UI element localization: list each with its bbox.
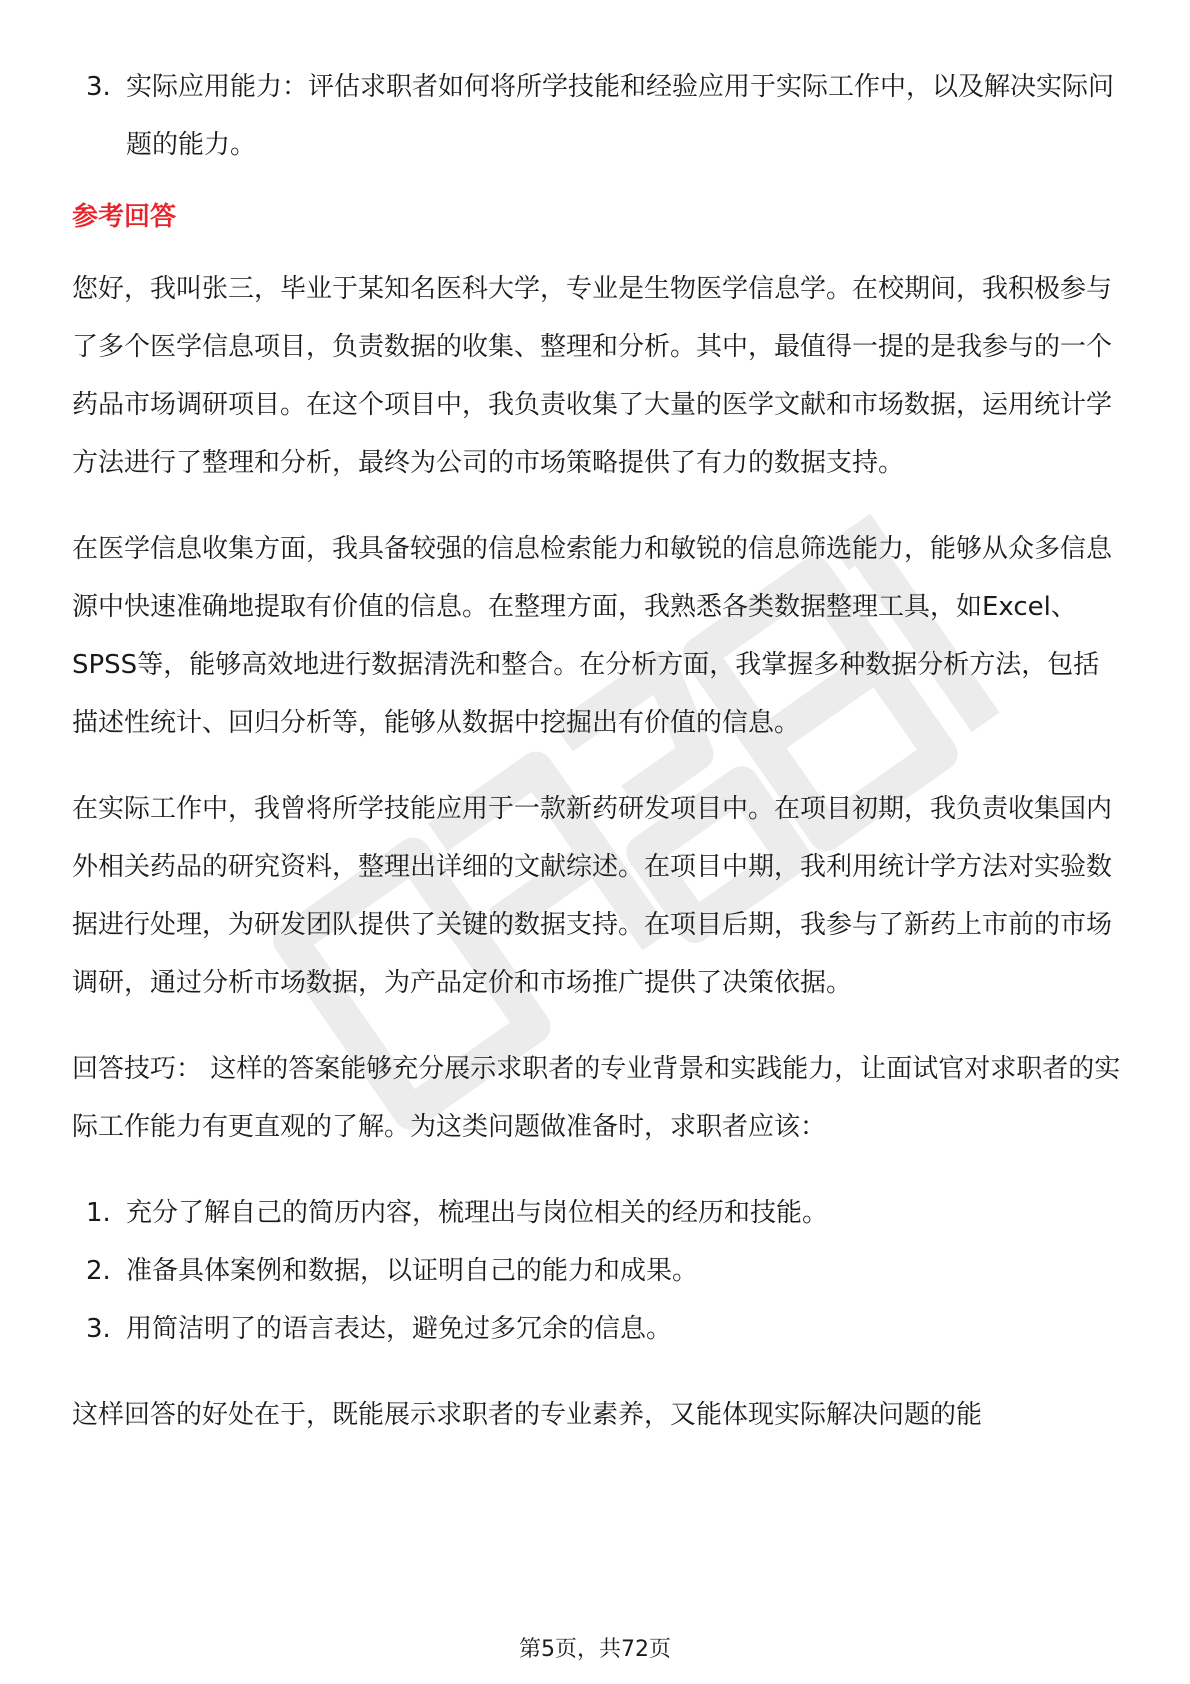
paragraph-experience: 在实际工作中，我曾将所学技能应用于一款新药研发项目中。在项目初期，我负责收集国内外相关药品的研究资料，整理出详细的文献综述。在项目中期，我利用统计学方法对实验数据进行处理，为研发团队提供了关键的数据支持。在项目后期，我参与了新药上市前的市场调研，通过分析市场数据，为产品定价和市场推广提供了决策依据。 [72,794,1113,998]
list-number: 1. [86,1198,111,1228]
tips-list [72,1184,1122,1358]
list-item [72,58,1122,174]
section-heading: 参考回答 [72,202,177,232]
list-item [72,1242,1122,1300]
list-item [72,1184,1122,1242]
page-number: 第5页，共72页 [519,1637,671,1662]
paragraph-intro: 您好，我叫张三，毕业于某知名医科大学，专业是生物医学信息学。在校期间，我积极参与了多个医学信息项目，负责数据的收集、整理和分析。其中，最值得一提的是我参与的一个药品市场调研项目。在这个项目中，我负责收集了大量的医学文献和市场数据，运用统计学方法进行了整理和分析，最终为公司的市场策略提供了有力的数据支持。 [72,274,1113,478]
list-text: 实际应用能力：评估求职者如何将所学技能和经验应用于实际工作中，以及解决实际问题的能力。 [126,72,1115,160]
list-item [72,1300,1122,1358]
criteria-list [72,58,1122,174]
list-number: 3. [86,72,111,102]
list-text: 准备具体案例和数据，以证明自己的能力和成果。 [126,1256,699,1286]
list-text: 用简洁明了的语言表达，避免过多冗余的信息。 [126,1314,673,1344]
list-number: 3. [86,1314,111,1344]
page-content [72,58,1122,1472]
list-text: 充分了解自己的简历内容，梳理出与岗位相关的经历和技能。 [126,1198,829,1228]
paragraph-final: 这样回答的好处在于，既能展示求职者的专业素养，又能体现实际解决问题的能 [72,1400,983,1430]
list-number: 2. [86,1256,111,1286]
paragraph-skills: 在医学信息收集方面，我具备较强的信息检索能力和敏锐的信息筛选能力，能够从众多信息源中快速准确地提取有价值的信息。在整理方面，我熟悉各类数据整理工具，如Excel、SPSS等，能够高效地进行数据清洗和整合。在分析方面，我掌握多种数据分析方法，包括描述性统计、回归分析等，能够从数据中挖掘出有价值的信息。 [72,534,1113,738]
paragraph-tips: 回答技巧： 这样的答案能够充分展示求职者的专业背景和实践能力，让面试官对求职者的实际工作能力有更直观的了解。为这类问题做准备时，求职者应该： [72,1054,1121,1142]
